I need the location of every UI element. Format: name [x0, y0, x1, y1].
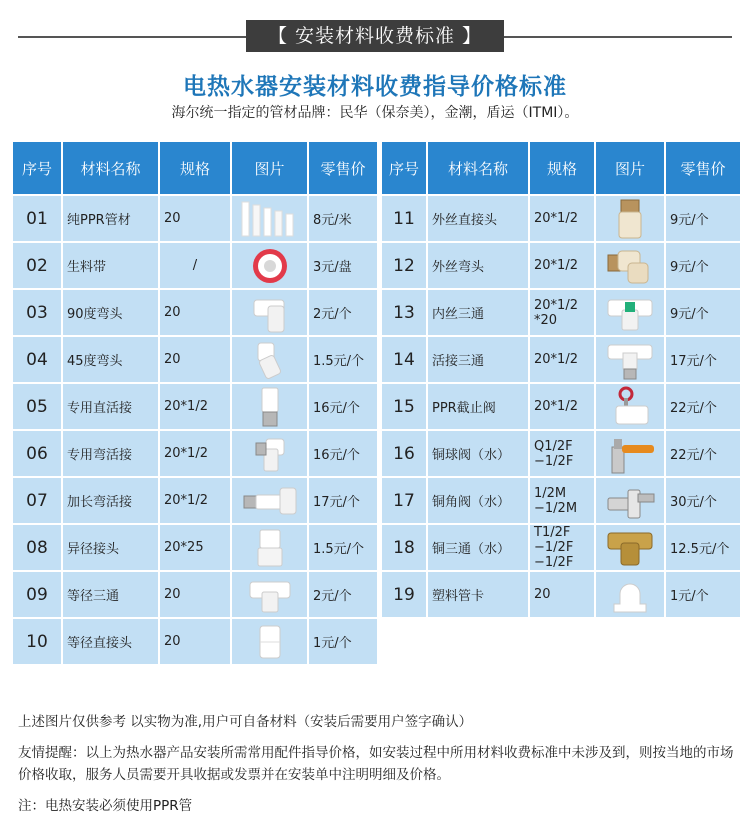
row-spec: 20*1/2 — [530, 384, 594, 429]
table-header-row — [382, 142, 740, 194]
row-price: 30元/个 — [666, 478, 740, 523]
table-row — [382, 572, 740, 617]
row-name: 铜角阀（水） — [428, 478, 528, 523]
col-header-no: 序号 — [382, 142, 426, 194]
row-price: 3元/盘 — [309, 243, 377, 288]
straight-union-icon — [240, 386, 300, 428]
row-price: 9元/个 — [666, 290, 740, 335]
ball-valve-icon — [602, 433, 658, 475]
pipe-clip-icon — [602, 574, 658, 616]
row-price: 9元/个 — [666, 243, 740, 288]
row-price: 17元/个 — [666, 337, 740, 382]
row-price: 1元/个 — [666, 572, 740, 617]
row-no: 17 — [382, 478, 426, 523]
row-spec: 1/2M −1/2M — [530, 478, 594, 523]
long-elbow-union-icon — [240, 480, 300, 522]
row-spec: / — [160, 243, 230, 288]
row-name: 生料带 — [63, 243, 158, 288]
row-spec: Q1/2F −1/2F — [530, 431, 594, 476]
row-no: 11 — [382, 196, 426, 241]
ppr-note: 注：电热安装必须使用PPR管 — [18, 798, 193, 814]
table-row — [13, 196, 377, 241]
row-no: 06 — [13, 431, 61, 476]
row-name: 等径直接头 — [63, 619, 158, 664]
union-tee-icon — [602, 339, 658, 381]
male-thread-elbow-icon — [602, 245, 658, 287]
image-disclaimer: 上述图片仅供参考 以实物为准,用户可自备材料（安装后需要用户签字确认） — [18, 714, 473, 730]
price-table-right — [380, 140, 742, 619]
col-header-image: 图片 — [232, 142, 307, 194]
row-no: 08 — [13, 525, 61, 570]
row-price: 22元/个 — [666, 431, 740, 476]
row-spec: 20*1/2 *20 — [530, 290, 594, 335]
tape-roll-icon — [240, 245, 300, 287]
table-row — [382, 243, 740, 288]
table-row — [382, 384, 740, 429]
row-no: 16 — [382, 431, 426, 476]
elbow-union-icon — [240, 433, 300, 475]
row-name: 异径接头 — [63, 525, 158, 570]
table-row — [13, 337, 377, 382]
col-header-image: 图片 — [596, 142, 664, 194]
row-spec: 20 — [160, 290, 230, 335]
row-spec: 20*1/2 — [530, 243, 594, 288]
row-spec: 20 — [160, 619, 230, 664]
row-no: 03 — [13, 290, 61, 335]
row-price: 17元/个 — [309, 478, 377, 523]
row-spec: 20 — [160, 337, 230, 382]
row-price: 1.5元/个 — [309, 525, 377, 570]
section-banner: 【 安装材料收费标准 】 — [246, 20, 504, 52]
banner-line-right — [504, 36, 732, 38]
table-row — [13, 572, 377, 617]
row-name: 活接三通 — [428, 337, 528, 382]
banner-line-left — [18, 36, 246, 38]
table-row — [382, 290, 740, 335]
friendly-reminder: 友情提醒：以上为热水器产品安装所需常用配件指导价格，如安装过程中所用材料收费标准中未涉及到，则按当地的市场价格收取，服务人员需要开具收据或发票并在安装单中注明明细及价格。 — [18, 745, 734, 783]
row-name: 等径三通 — [63, 572, 158, 617]
table-row — [382, 431, 740, 476]
row-price: 1.5元/个 — [309, 337, 377, 382]
brass-tee-icon — [602, 527, 658, 569]
col-header-name: 材料名称 — [428, 142, 528, 194]
angle-valve-icon — [602, 480, 658, 522]
col-header-price: 零售价 — [309, 142, 377, 194]
table-row — [13, 619, 377, 664]
table-row — [13, 478, 377, 523]
stop-valve-icon — [602, 386, 658, 428]
row-spec: 20*1/2 — [160, 478, 230, 523]
tee-icon — [240, 574, 300, 616]
row-no: 12 — [382, 243, 426, 288]
row-name: 外丝直接头 — [428, 196, 528, 241]
row-price: 8元/米 — [309, 196, 377, 241]
col-header-no: 序号 — [13, 142, 61, 194]
reducer-icon — [240, 527, 300, 569]
col-header-name: 材料名称 — [63, 142, 158, 194]
row-name: 铜三通（水） — [428, 525, 528, 570]
table-row — [13, 290, 377, 335]
row-price: 1元/个 — [309, 619, 377, 664]
row-name: 90度弯头 — [63, 290, 158, 335]
table-row — [13, 384, 377, 429]
row-spec: 20 — [530, 572, 594, 617]
row-no: 04 — [13, 337, 61, 382]
row-name: 专用弯活接 — [63, 431, 158, 476]
row-name: 专用直活接 — [63, 384, 158, 429]
row-name: 纯PPR管材 — [63, 196, 158, 241]
row-price: 9元/个 — [666, 196, 740, 241]
row-name: 内丝三通 — [428, 290, 528, 335]
price-table-left — [11, 140, 379, 666]
row-price: 2元/个 — [309, 572, 377, 617]
row-no: 13 — [382, 290, 426, 335]
row-spec: 20 — [160, 196, 230, 241]
row-no: 15 — [382, 384, 426, 429]
row-no: 01 — [13, 196, 61, 241]
row-spec: 20*25 — [160, 525, 230, 570]
row-no: 09 — [13, 572, 61, 617]
table-row — [382, 478, 740, 523]
col-header-spec: 规格 — [530, 142, 594, 194]
row-no: 18 — [382, 525, 426, 570]
row-spec: 20*1/2 — [530, 196, 594, 241]
female-thread-tee-icon — [602, 292, 658, 334]
table-row — [382, 196, 740, 241]
row-price: 16元/个 — [309, 431, 377, 476]
elbow-45-icon — [240, 339, 300, 381]
row-no: 05 — [13, 384, 61, 429]
row-name: 加长弯活接 — [63, 478, 158, 523]
row-name: 45度弯头 — [63, 337, 158, 382]
col-header-spec: 规格 — [160, 142, 230, 194]
row-no: 14 — [382, 337, 426, 382]
row-price: 2元/个 — [309, 290, 377, 335]
row-no: 07 — [13, 478, 61, 523]
row-spec: 20*1/2 — [160, 431, 230, 476]
table-row — [13, 525, 377, 570]
row-spec: 20*1/2 — [530, 337, 594, 382]
male-thread-coupling-icon — [602, 198, 658, 240]
row-no: 10 — [13, 619, 61, 664]
coupling-icon — [240, 621, 300, 663]
table-row — [13, 431, 377, 476]
row-no: 02 — [13, 243, 61, 288]
row-name: 铜球阀（水） — [428, 431, 528, 476]
row-spec: 20*1/2 — [160, 384, 230, 429]
brand-subtitle: 海尔统一指定的管材品牌：民华（保奈美），金潮，盾运（ITMI）。 — [171, 105, 579, 121]
table-row — [13, 243, 377, 288]
row-spec: T1/2F −1/2F −1/2F — [530, 525, 594, 570]
row-price: 22元/个 — [666, 384, 740, 429]
table-header-row — [13, 142, 377, 194]
col-header-price: 零售价 — [666, 142, 740, 194]
row-no: 19 — [382, 572, 426, 617]
row-price: 12.5元/个 — [666, 525, 740, 570]
table-row — [382, 525, 740, 570]
row-name: 外丝弯头 — [428, 243, 528, 288]
table-row — [382, 337, 740, 382]
pipe-icon — [240, 198, 300, 240]
row-name: 塑料管卡 — [428, 572, 528, 617]
page-title: 电热水器安装材料收费指导价格标准 — [183, 74, 567, 100]
elbow-90-icon — [240, 292, 300, 334]
row-spec: 20 — [160, 572, 230, 617]
row-price: 16元/个 — [309, 384, 377, 429]
row-name: PPR截止阀 — [428, 384, 528, 429]
